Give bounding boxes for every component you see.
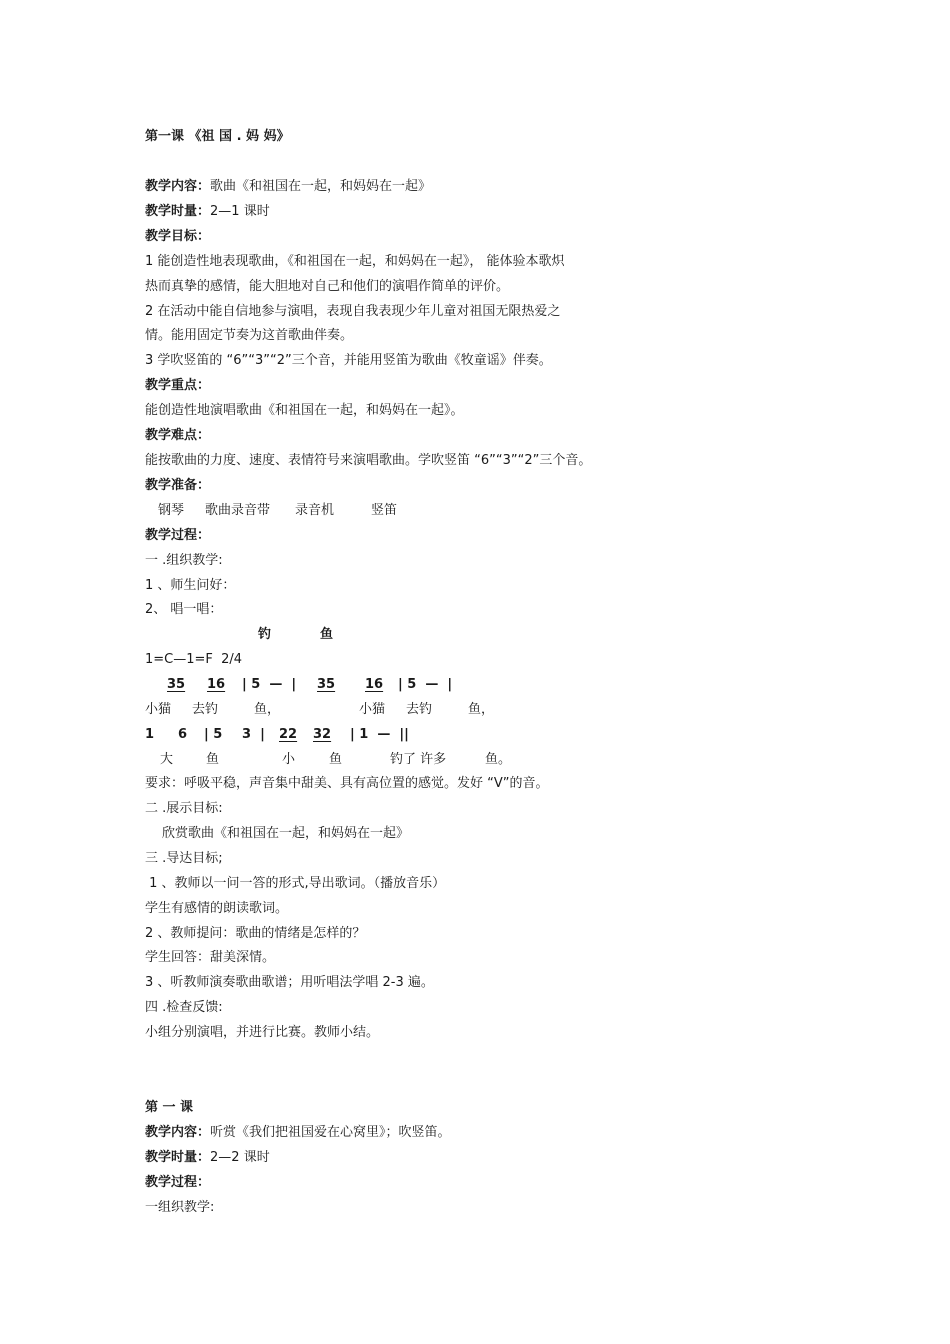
note-group: 22: [279, 727, 298, 742]
step3-c: 2 、教师提问：歌曲的情绪是怎样的？: [145, 926, 366, 941]
lesson2-time: [145, 1150, 270, 1166]
goal2-line2: 情。能用固定节奏为这首歌曲伴奏。: [145, 328, 354, 343]
song-title-word: 鱼: [320, 627, 334, 642]
lyrics-row-2: [145, 752, 511, 768]
goal1-line1: 1 能创造性地表现歌曲，《和祖国在一起，和妈妈在一起》， 能体验本歌炽: [145, 254, 565, 269]
lyric: 小猫: [145, 702, 172, 717]
time-label: 教学时量：: [145, 204, 211, 219]
note-group: 16: [207, 677, 226, 692]
time-value: 2—2 课时: [210, 1150, 270, 1165]
prep-label: 教学准备：: [145, 478, 211, 493]
lyric: 鱼: [329, 752, 343, 767]
lesson1-time: [145, 204, 270, 220]
lesson1-title: 第一课 《祖 国 . 妈 妈》: [145, 129, 290, 144]
song-title: [145, 627, 333, 643]
lyric: 鱼: [206, 752, 220, 767]
prep-item: 录音机: [295, 503, 335, 518]
lyric: 小猫: [359, 702, 386, 717]
step3-e: 3 、听教师演奏歌曲歌谱；用听唱法学唱 2-3 遍。: [145, 975, 434, 990]
bar-segment: | 5 — |: [398, 677, 453, 692]
time-label: 教学时量：: [145, 1150, 211, 1165]
goals-label: 教学目标：: [145, 229, 211, 244]
key-value: 能创造性地演唱歌曲《和祖国在一起，和妈妈在一起》。: [145, 403, 464, 418]
step2-a-text: 欣赏歌曲《和祖国在一起，和妈妈在一起》: [162, 826, 410, 841]
step3-b: 学生有感情的朗读歌词。: [145, 901, 289, 916]
step3-a: 1 、教师以一问一答的形式,导出歌词。（播放音乐）: [145, 876, 446, 891]
score-row-1: [145, 677, 452, 693]
song-title-word: 钓: [258, 627, 272, 642]
process-label: 教学过程：: [145, 528, 211, 543]
note: 6: [178, 727, 188, 742]
lyric: 去钓: [192, 702, 219, 717]
step4: 四 .检查反馈:: [145, 1000, 223, 1015]
key-signature: 1=C—1=F 2/4: [145, 652, 243, 667]
requirement: 要求：呼吸平稳，声音集中甜美、具有高位置的感觉。发好 “V”的音。: [145, 776, 549, 791]
difficulty-value: 能按歌曲的力度、速度、表情符号来演唱歌曲。学吹竖笛 “6”“3”“2”三个音。: [145, 453, 592, 468]
step2-a: [145, 826, 409, 842]
step1-b: 2、 唱一唱：: [145, 602, 223, 617]
prep-items: [145, 503, 397, 519]
difficulty-label: 教学难点：: [145, 428, 211, 443]
key-label: 教学重点：: [145, 378, 211, 393]
prep-item: 钢琴: [158, 503, 185, 518]
note-group: 32: [313, 727, 332, 742]
bar-segment: | 1 — ||: [350, 727, 409, 742]
lyric: 鱼，: [254, 702, 281, 717]
content-label: 教学内容：: [145, 179, 211, 194]
score-row-2: [145, 727, 409, 743]
lyric: 钓了 许多: [390, 752, 447, 767]
step1-a: 1 、师生问好：: [145, 578, 236, 593]
content-value: 歌曲《和祖国在一起，和妈妈在一起》: [210, 179, 432, 194]
lesson1-content: [145, 179, 431, 195]
step3-d: 学生回答：甜美深情。: [145, 950, 276, 965]
bar-segment: | 5 — |: [242, 677, 297, 692]
lesson2-step1: 一组织教学:: [145, 1200, 215, 1215]
note-group: 35: [317, 677, 336, 692]
goal1-line2: 热而真挚的感情，能大胆地对自己和他们的演唱作简单的评价。: [145, 279, 510, 294]
step2: 二 .展示目标:: [145, 801, 223, 816]
lyrics-row-1: [145, 702, 494, 718]
note-group: 16: [365, 677, 384, 692]
goal3: 3 学吹竖笛的 “6”“3”“2”三个音，并能用竖笛为歌曲《牧童谣》伴奏。: [145, 353, 552, 368]
step3: 三 .导达目标;: [145, 851, 223, 866]
content-value: 听赏《我们把祖国爱在心窝里》；吹竖笛。: [210, 1125, 451, 1140]
lesson2-content: [145, 1125, 451, 1141]
note: 1: [145, 727, 155, 742]
note-group: 35: [167, 677, 186, 692]
prep-item: 竖笛: [371, 503, 398, 518]
bar-segment: | 5: [204, 727, 223, 742]
lesson2-process-label: 教学过程：: [145, 1175, 211, 1190]
step4-a: 小组分别演唱，并进行比赛。教师小结。: [145, 1025, 380, 1040]
lesson2-title: 第 一 课: [145, 1100, 194, 1115]
lyric: 大: [160, 752, 174, 767]
content-label: 教学内容：: [145, 1125, 211, 1140]
lyric: 小: [282, 752, 296, 767]
bar-segment: 3 |: [242, 727, 265, 742]
goal2-line1: 2 在活动中能自信地参与演唱，表现自我表现少年儿童对祖国无限热爱之: [145, 304, 561, 319]
prep-item: 歌曲录音带: [205, 503, 271, 518]
lyric: 鱼，: [468, 702, 495, 717]
time-value: 2—1 课时: [210, 204, 270, 219]
lyric: 鱼。: [485, 752, 512, 767]
lyric: 去钓: [406, 702, 433, 717]
step1: 一 .组织教学:: [145, 553, 223, 568]
